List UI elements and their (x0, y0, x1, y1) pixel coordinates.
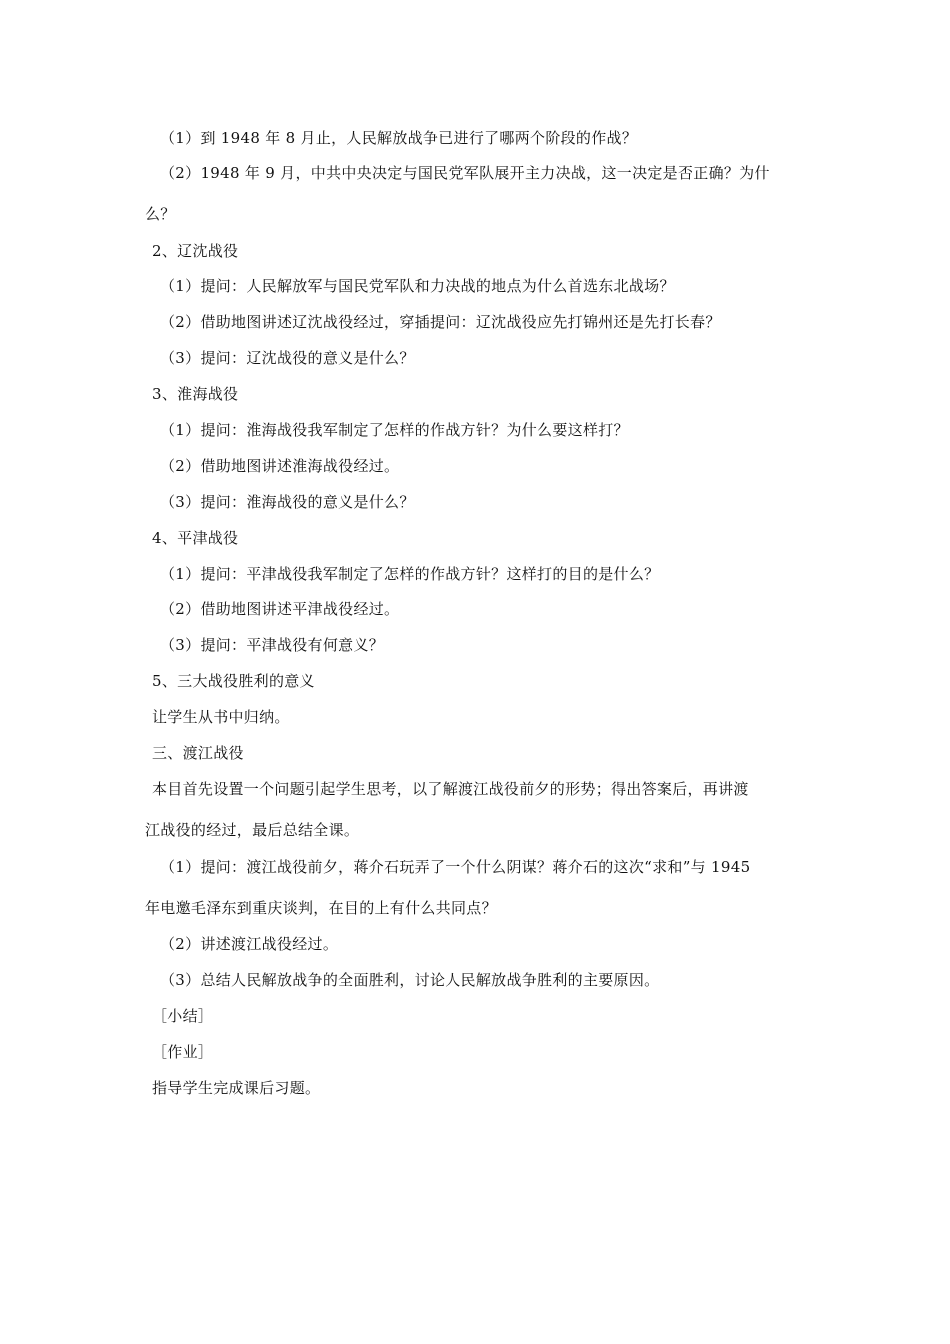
text-line: （2）借助地图讲述淮海战役经过。 (160, 457, 400, 475)
text-line: （2）借助地图讲述辽沈战役经过，穿插提问：辽沈战役应先打锦州还是先打长春？ (160, 313, 721, 331)
text-line: 本目首先设置一个问题引起学生思考，以了解渡江战役前夕的形势；得出答案后，再讲渡 (152, 780, 749, 798)
text-line: 江战役的经过，最后总结全课。 (145, 821, 360, 839)
text-line: （1）到 1948 年 8 月止，人民解放战争已进行了哪两个阶段的作战？ (160, 129, 638, 147)
text-line: （1）提问：渡江战役前夕，蒋介石玩弄了一个什么阴谋？蒋介石的这次“求和”与 1945 (160, 858, 751, 876)
section-heading: 5、三大战役胜利的意义 (152, 672, 315, 690)
section-heading: ［作业］ (152, 1043, 214, 1061)
text-line: 让学生从书中归纳。 (152, 708, 290, 726)
text-line: （1）提问：平津战役我军制定了怎样的作战方针？这样打的目的是什么？ (160, 565, 660, 583)
text-line: （3）提问：平津战役有何意义？ (160, 636, 385, 654)
text-line: （3）总结人民解放战争的全面胜利，讨论人民解放战争胜利的主要原因。 (160, 971, 660, 989)
text-line: （3）提问：辽沈战役的意义是什么？ (160, 349, 415, 367)
text-line: （1）提问：人民解放军与国民党军队和力决战的地点为什么首选东北战场？ (160, 277, 675, 295)
text-line: 指导学生完成课后习题。 (152, 1079, 321, 1097)
section-heading: 4、平津战役 (152, 529, 239, 547)
section-heading: 2、辽沈战役 (152, 242, 239, 260)
text-line: （2）借助地图讲述平津战役经过。 (160, 600, 400, 618)
text-line: 么？ (145, 205, 176, 223)
section-heading: 3、淮海战役 (152, 385, 239, 403)
text-line: 年电邀毛泽东到重庆谈判，在目的上有什么共同点？ (145, 899, 497, 917)
section-heading: 三、渡江战役 (152, 744, 244, 762)
section-heading: ［小结］ (152, 1007, 214, 1025)
text-line: （2）讲述渡江战役经过。 (160, 935, 339, 953)
text-line: （3）提问：淮海战役的意义是什么？ (160, 493, 415, 511)
text-line: （2）1948 年 9 月，中共中央决定与国民党军队展开主力决战，这一决定是否正确？为什 (160, 164, 770, 182)
text-line: （1）提问：淮海战役我军制定了怎样的作战方针？为什么要这样打？ (160, 421, 629, 439)
